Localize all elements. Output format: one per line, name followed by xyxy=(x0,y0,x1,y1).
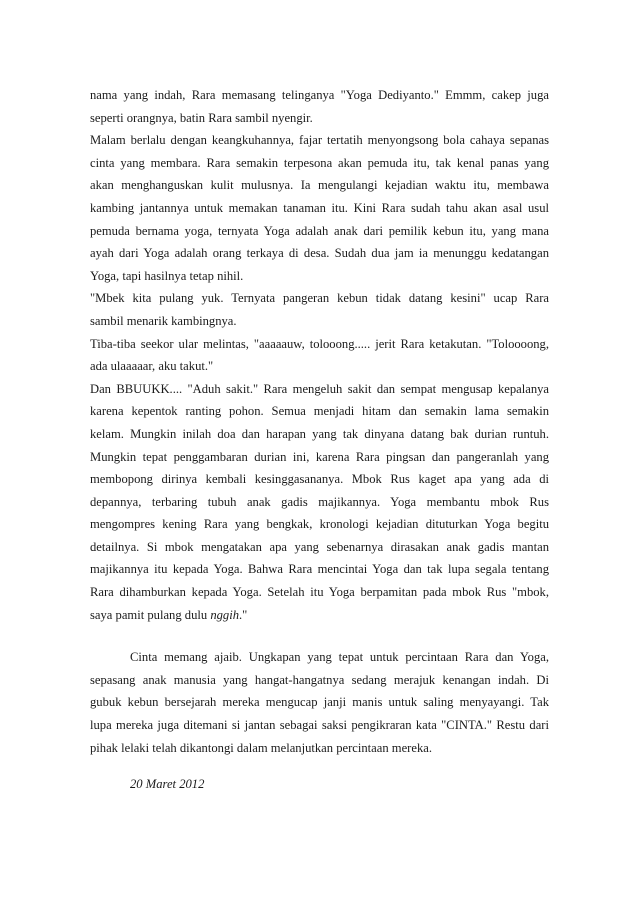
text-line: akan menghanguskan kulit mulusnya. Ia mengulangi kejadian waktu itu, membawa xyxy=(90,178,549,193)
paragraph-5 xyxy=(90,378,549,627)
text-line: cinta yang membara. Rara semakin terpesona akan pemuda itu, tak kenal panas yang xyxy=(90,155,549,170)
text-line-final xyxy=(90,604,549,627)
text-line: ada ulaaaaar, aku takut." xyxy=(90,359,214,374)
text-line: kambing jantannya untuk memakan tanaman itu. Kini Rara sudah tahu akan asal usul xyxy=(90,200,549,215)
text-line: Cinta memang ajaib. Ungkapan yang tepat untuk percintaan Rara dan Yoga, xyxy=(130,650,549,665)
text-line: Yoga, tapi hasilnya tetap nihil. xyxy=(90,268,244,283)
paragraph-4 xyxy=(90,333,549,378)
text-line: Rara dihamburkan kepada Yoga. Setelah itu Yoga berpamitan pada mbok Rus "mbok, xyxy=(90,585,549,600)
text-line: Dan BBUUKK.... "Aduh sakit." Rara mengeluh sakit dan sempat mengusap kepalanya xyxy=(90,381,549,396)
text-line: pihak lelaki telah dikantongi dalam melanjutkan percintaan mereka. xyxy=(90,740,432,755)
story-text xyxy=(90,84,549,795)
text-line: membopong dirinya kembali kesinggasananya. Mbok Rus kaget apa yang ada di xyxy=(90,472,549,487)
text-line: ayah dari Yoga adalah orang terkaya di desa. Sudah dua jam ia menunggu kedatangan xyxy=(90,246,549,261)
text-line: "Mbek kita pulang yuk. Ternyata pangeran kebun tidak datang kesini" ucap Rara xyxy=(90,291,549,306)
text-line: depannya, terbaring tubuh anak gadis majikannya. Yoga membantu mbok Rus xyxy=(90,494,549,509)
text-line: seperti orangnya, batin Rara sambil nyengir. xyxy=(90,110,313,125)
text-line: sambil menarik kambingnya. xyxy=(90,313,237,328)
text-line: Mungkin tepat penggambaran durian ini, karena Rara pingsan dan pangeranlah yang xyxy=(90,449,549,464)
final-line-prefix: saya pamit pulang dulu xyxy=(90,607,211,622)
text-line: mengompres kening Rara yang bengkak, kronologi kejadian dituturkan Yoga begitu xyxy=(90,517,549,532)
paragraph-2 xyxy=(90,129,549,287)
text-line: sepasang anak manusia yang hangat-hangatnya sedang merajuk kenangan indah. Di xyxy=(90,672,549,687)
text-line: karena kepentok ranting pohon. Semua menjadi hitam dan semakin lama semakin xyxy=(90,404,549,419)
text-line: gubuk kebun bersejarah mereka mengucap janji manis untuk saling menyayangi. Tak xyxy=(90,695,549,710)
text-line: kelam. Mungkin inilah doa dan harapan yang tak dinyana datang bak durian runtuh. xyxy=(90,426,549,441)
text-line: detailnya. Si mbok mengatakan apa yang sebenarnya dirasakan anak gadis mantan xyxy=(90,539,549,554)
text-line: pemuda bernama yoga, ternyata Yoga adalah anak dari pemilik kebun itu, yang mana xyxy=(90,223,549,238)
final-line-suffix: ." xyxy=(239,607,248,622)
text-line: nama yang indah, Rara memasang telinganya "Yoga Dediyanto." Emmm, cakep juga xyxy=(90,88,549,102)
text-line: Malam berlalu dengan keangkuhannya, fajar tertatih menyongsong bola cahaya sepanas xyxy=(90,133,549,148)
italic-word: nggih xyxy=(210,607,240,622)
document-date: 20 Maret 2012 xyxy=(130,777,205,792)
paragraph-3 xyxy=(90,287,549,332)
paragraph-6 xyxy=(90,646,549,759)
text-line: Tiba-tiba seekor ular melintas, "aaaaauw, tolooong..... jerit Rara ketakutan. "Toloooong, xyxy=(90,336,549,351)
paragraph-gap xyxy=(90,626,549,646)
paragraph-1 xyxy=(90,84,549,129)
text-line: lupa mereka juga ditemani si jantan sebagai saksi pengikraran kata "CINTA." Restu dari xyxy=(90,718,549,733)
text-line: majikannya itu kepada Yoga. Bahwa Rara mencintai Yoga dan tak lupa segala tentang xyxy=(90,562,549,577)
